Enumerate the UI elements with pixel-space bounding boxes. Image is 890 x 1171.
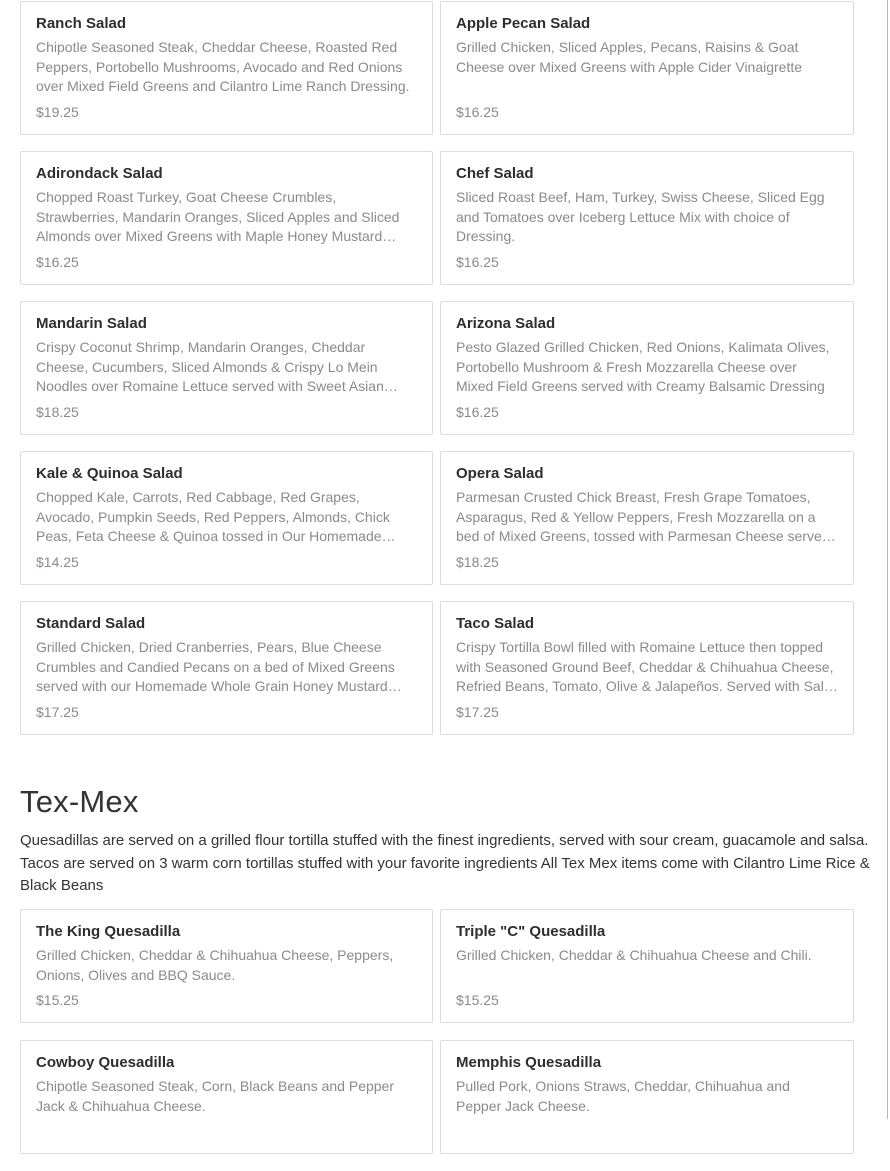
section-title-tex-mex: Tex-Mex: [20, 784, 139, 819]
item-price: $16.25: [456, 104, 499, 120]
item-description: Grilled Chicken, Cheddar & Chihuahua Cheese and Chili.: [456, 947, 812, 963]
item-name: Kale & Quinoa Salad: [36, 465, 183, 482]
item-name: Standard Salad: [36, 615, 146, 632]
item-description: Pesto Glazed Grilled Chicken, Red Onions, Kalimata Olives, Portobello Mushroom & Fresh Mozzarella Cheese over Mixed Field Greens served with Creamy Balsamic Dressing: [456, 339, 830, 394]
item-price: $17.25: [36, 704, 79, 720]
item-name: Arizona Salad: [456, 315, 556, 332]
item-description: Chopped Roast Turkey, Goat Cheese Crumbles, Strawberries, Mandarin Oranges, Sliced Apples and Sliced Almonds over Mixed Greens with Maple Honey Mustard: [36, 189, 400, 244]
menu-item-card[interactable]: [440, 1040, 854, 1154]
menu-item-card[interactable]: [20, 151, 433, 285]
menu-item-card[interactable]: [440, 451, 854, 585]
item-name: Memphis Quesadilla: [456, 1054, 602, 1071]
menu-item-card[interactable]: [20, 601, 433, 735]
item-description: Sliced Roast Beef, Ham, Turkey, Swiss Cheese, Sliced Egg and Tomatoes over Iceberg Lettuce Mix with choice of Dressing.: [456, 189, 825, 244]
item-name: Apple Pecan Salad: [456, 15, 591, 32]
item-price: $15.25: [36, 992, 79, 1008]
tex-mex-grid: [20, 909, 854, 1171]
menu-item-card[interactable]: [20, 1040, 433, 1154]
item-name: Triple "C" Quesadilla: [456, 923, 606, 940]
item-description: Grilled Chicken, Sliced Apples, Pecans, Raisins & Goat Cheese over Mixed Greens with Apple Cider Vinaigrette: [456, 39, 803, 75]
item-price: $16.25: [456, 254, 499, 270]
item-price: $16.25: [36, 254, 79, 270]
section-description: Quesadillas are served on a grilled flour tortilla stuffed with the finest ingredients, served with sour cream, guacamole and salsa. Tacos are served on 3 warm corn tortillas stuffed with your favorite ingredients All Tex Mex items come with Cilantro Lime Rice & Black Beans: [20, 832, 870, 894]
menu-item-card[interactable]: [20, 1, 433, 135]
item-description: Pulled Pork, Onions Straws, Cheddar, Chihuahua and Pepper Jack Cheese.: [456, 1078, 790, 1114]
item-description: Grilled Chicken, Dried Cranberries, Pears, Blue Cheese Crumbles and Candied Pecans on a bed of Mixed Greens served with our Homemade Whole Grain Honey Mustard…: [36, 639, 402, 694]
item-name: Mandarin Salad: [36, 315, 147, 332]
item-name: Ranch Salad: [36, 15, 127, 32]
item-description: Chipotle Seasoned Steak, Corn, Black Beans and Pepper Jack & Chihuahua Cheese.: [36, 1078, 395, 1114]
item-name: Chef Salad: [456, 165, 534, 182]
item-price: $16.25: [456, 404, 499, 420]
item-name: Cowboy Quesadilla: [36, 1054, 175, 1071]
menu-item-card[interactable]: [440, 909, 854, 1023]
item-price: $18.25: [36, 404, 79, 420]
item-description: Crispy Tortilla Bowl filled with Romaine Lettuce then topped with Seasoned Ground Beef, Cheddar & Chihuahua Cheese, Refried Beans, Tomato, Olive & Jalapeños. Served with Sal…: [456, 639, 838, 694]
menu-item-card[interactable]: [440, 301, 854, 435]
item-name: The King Quesadilla: [36, 923, 181, 940]
page-scrollbar-edge: [887, 0, 888, 1119]
menu-item-card[interactable]: [20, 451, 433, 585]
item-name: Taco Salad: [456, 615, 535, 632]
item-price: $19.25: [36, 104, 79, 120]
item-price: $18.25: [456, 554, 499, 570]
item-description: Grilled Chicken, Cheddar & Chihuahua Cheese, Peppers, Onions, Olives and BBQ Sauce.: [36, 947, 394, 983]
menu-item-card[interactable]: [440, 151, 854, 285]
item-description: Parmesan Crusted Chick Breast, Fresh Grape Tomatoes, Asparagus, Red & Yellow Peppers, Fresh Mozzarella on a bed of Mixed Greens, tossed with Parmesan Cheese served: [456, 489, 830, 544]
item-price: $14.25: [36, 554, 79, 570]
item-description: Chipotle Seasoned Steak, Cheddar Cheese, Roasted Red Peppers, Portobello Mushrooms, Avocado and Red Onions over Mixed Field Greens and Cilantro Lime Ranch Dressing.: [36, 39, 410, 94]
item-price: $15.25: [456, 992, 499, 1008]
menu-item-card[interactable]: [440, 601, 854, 735]
menu-item-card[interactable]: [20, 909, 433, 1023]
item-name: Adirondack Salad: [36, 165, 163, 182]
menu-item-card[interactable]: [20, 301, 433, 435]
salads-grid: [20, 1, 854, 751]
item-price: $17.25: [456, 704, 499, 720]
menu-item-card[interactable]: [440, 1, 854, 135]
item-description: Chopped Kale, Carrots, Red Cabbage, Red Grapes, Avocado, Pumpkin Seeds, Red Peppers, Almonds, Chick Peas, Feta Cheese & Quinoa tossed in Our Homemade: [36, 489, 390, 544]
item-name: Opera Salad: [456, 465, 544, 482]
item-description: Crispy Coconut Shrimp, Mandarin Oranges, Cheddar Cheese, Cucumbers, Sliced Almonds & Crispy Lo Mein Noodles over Romaine Lettuce served with Sweet Asian: [36, 339, 384, 394]
